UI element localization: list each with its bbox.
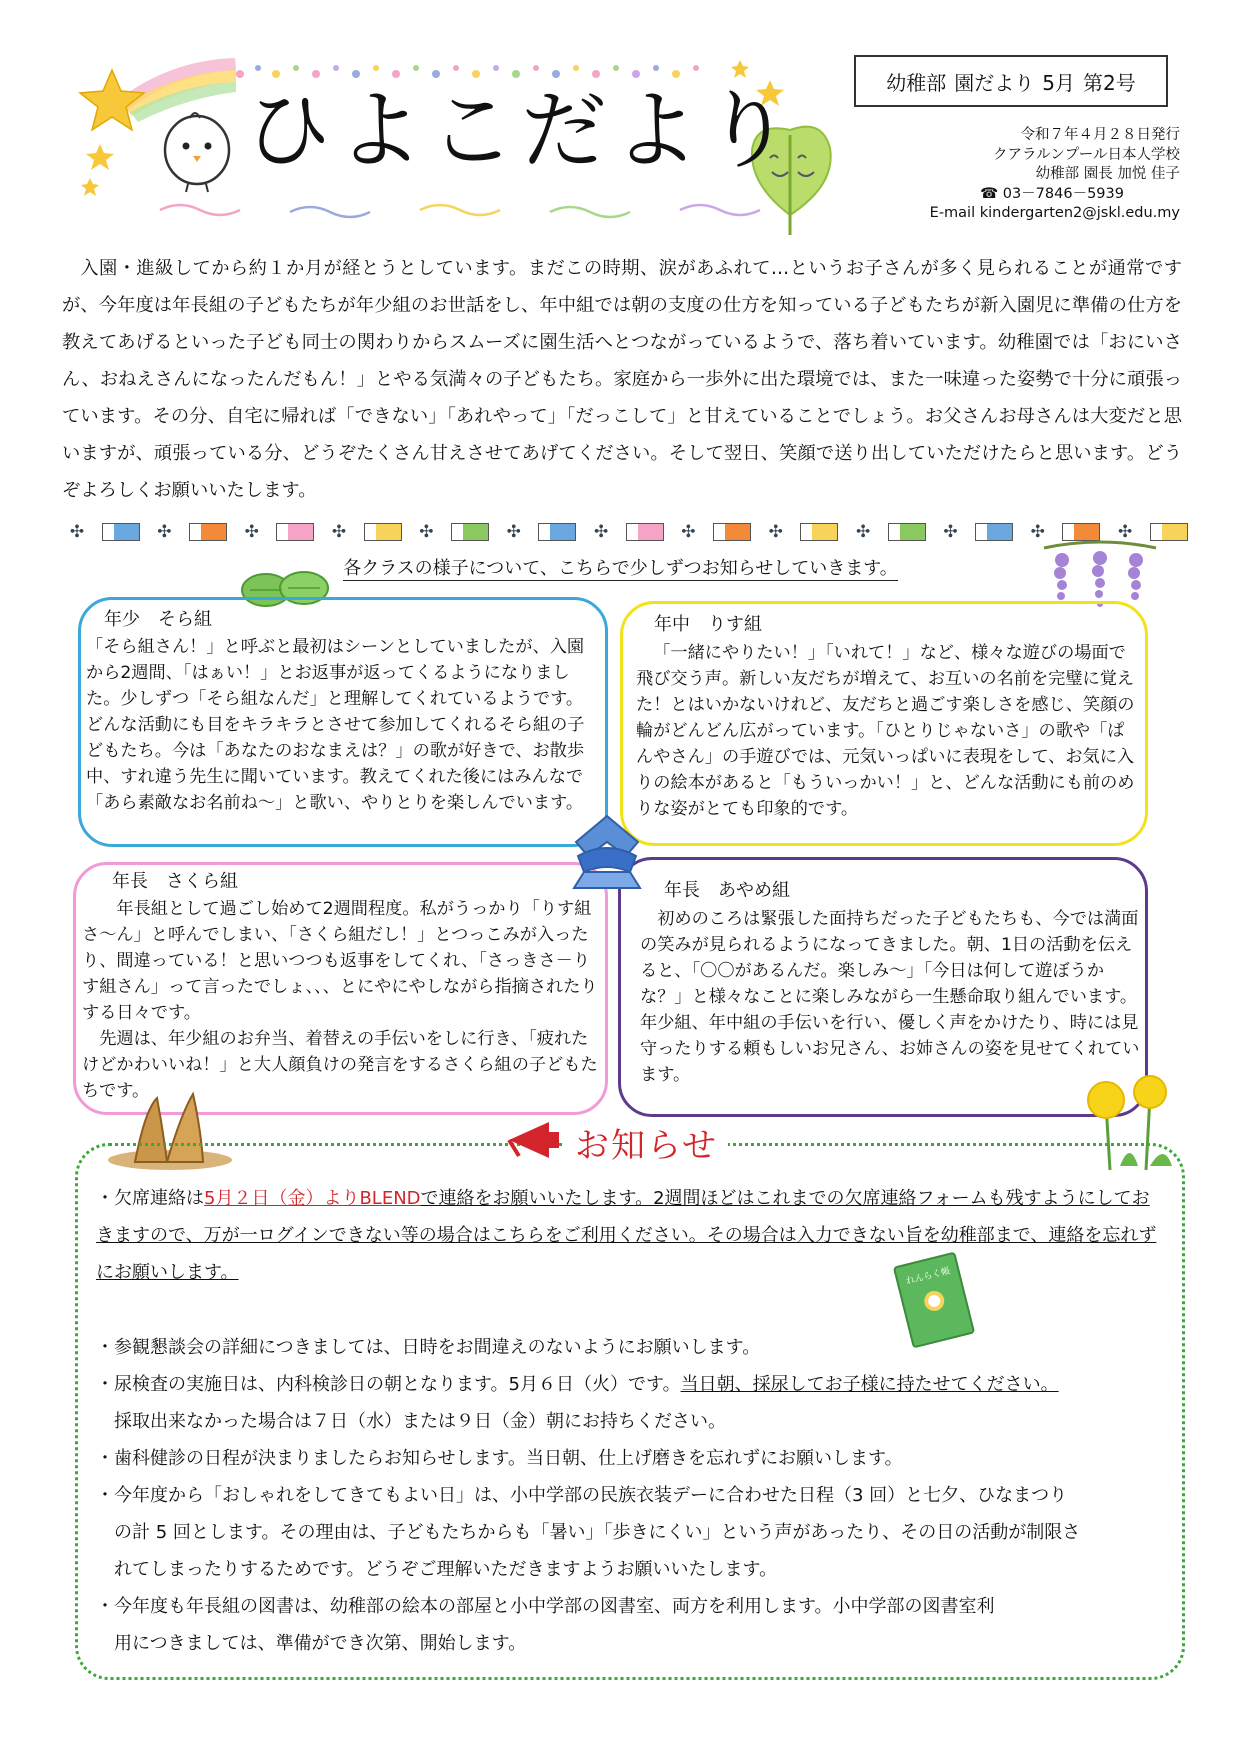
pinwheel-icon: ✣	[244, 522, 259, 542]
class-text-sakura-p1: 年長組として過ごし始めて2週間程度。私がうっかり「りす組さ～ん」と呼んでしまい、「さくら組だし！」とつっこみが入ったり、間違っている！と思いつつも返事をしてくれ、「さっきさ－りす組さん」って言ったでしょ、、、とにやにやしながら指摘されたりする日々です。	[82, 899, 598, 1023]
flag-icon	[626, 523, 664, 541]
pinwheel-icon: ✣	[855, 522, 871, 542]
pinwheel-icon: ✣	[1030, 522, 1045, 542]
flag-icon	[800, 523, 838, 541]
issue-month: 5月	[1042, 70, 1075, 95]
pinwheel-icon: ✣	[331, 522, 347, 542]
pinwheel-icon: ✣	[157, 522, 172, 542]
class-title-ayame: 年長 あやめ組	[660, 876, 794, 902]
phone-icon: ☎	[980, 185, 999, 202]
issue-name: 園だより	[954, 70, 1035, 95]
notice-item-dress-c: れてしまったりするためです。どうぞご理解いただきますようお願いいたします。	[114, 1559, 778, 1580]
flag-icon	[538, 523, 576, 541]
issue-box	[854, 55, 1168, 107]
notice-item-urine	[96, 1366, 1166, 1403]
class-text-risu: 「一緒にやりたい！」「いれて！」など、様々な遊びの場面で飛び交う声。新しい友だちが増えて、お互いの名前を完璧に覚えた！とはいかないけれど、友だちと過ごす楽しさを感じ、笑顔の輪がどんどん広がっています。「ひとりじゃないさ」の歌や「ぱんやさん」の手遊びでは、元気いっぱいに表現をして、お気に入りの絵本があると「もういっかい！」と、どんな活動にも前のめりな姿がとても印象的です。	[636, 643, 1135, 819]
flower-icon	[922, 1289, 946, 1313]
class-title-sora: 年少 そら組	[100, 605, 216, 631]
urine-text-underline: 当日朝、採尿してお子様に持たせてください。	[680, 1374, 1059, 1395]
flag-icon	[975, 523, 1013, 541]
koinobori-divider	[68, 521, 1188, 543]
flag-icon	[1062, 523, 1100, 541]
intro-paragraph: 入園・進級してから約１か月が経とうとしています。まだこの時期、涙があふれて…というお子さんが多く見られることが通常ですが、今年度は年長組の子どもたちが年少組のお世話をし、年中組では朝の支度の仕方を知っている子どもたちが新入園児に準備の仕方を教えてあげるといった子ども同士の関わりからスムーズに園生活へとつながっているようで、落ち着いています。幼稚園では「おにいさん、おねえさんになったんだもん！」とやる気満々の子どもたち。家庭から一歩外に出た環境では、また一味違った姿勢で十分に頑張っています。その分、自宅に帰れば「できない」「あれやって」「だっこして」と甘えていることでしょう。お父さんお母さんは大変だと思いますが、頑張っている分、どうぞたくさん甘えさせてあげてください。そして翌日、笑顔で送り出していただけたらと思います。どうぞよろしくお願いいたします。	[62, 258, 1182, 501]
notice-list	[96, 1329, 1166, 1662]
publisher-info	[880, 126, 1180, 224]
class-text-sora: 「そら組さん！」と呼ぶと最初はシーンとしていましたが、入園から2週間、「はぁい！」とお返事が返ってくるようになりました。少しずつ「そら組なんだ」と理解してくれているようです。どんな活動にも目をキラキラとさせて参加してくれるそら組の子どもたち。今は「あなたのおなまえは？」の歌が好きで、お散歩中、すれ違う先生に聞いています。教えてくれた後にはみんなで「あら素敵なお名前ね～」と歌い、やりとりを楽しんでいます。	[86, 637, 585, 813]
class-title-risu: 年中 りす組	[650, 610, 766, 636]
flag-icon	[364, 523, 402, 541]
phone-number: 03－7846－5939	[1002, 185, 1124, 202]
pinwheel-icon: ✣	[943, 522, 958, 542]
flag-icon	[713, 523, 751, 541]
notice-item-dental: ・歯科健診の日程が決まりましたらお知らせします。当日朝、仕上げ磨きを忘れずにお願いします。	[96, 1448, 903, 1469]
notice-item-visit: ・参観懇談会の詳細につきましては、日時をお間違えのないようにお願いします。	[96, 1337, 761, 1358]
absence-date-highlight: 5月２日（金）よりBLEND	[204, 1188, 421, 1209]
flag-icon	[1150, 523, 1188, 541]
flag-icon	[102, 523, 140, 541]
pinwheel-icon: ✣	[768, 522, 783, 542]
confetti-top-icon	[236, 65, 699, 78]
pinwheel-icon: ✣	[1118, 522, 1133, 542]
flag-icon	[888, 523, 926, 541]
notice-item-urine-b: 採取出来なかった場合は７日（水）または９日（金）朝にお持ちください。	[114, 1411, 726, 1432]
issue-dept: 幼稚部	[886, 70, 947, 95]
class-title-sakura: 年長 さくら組	[108, 867, 242, 893]
notice-item-library-a: ・今年度も年長組の図書は、幼稚部の絵本の部屋と小中学部の図書室、両方を利用します。小中学部の図書室利	[96, 1596, 995, 1617]
chick-icon	[165, 113, 229, 192]
absence-text-b: で連絡をお願いいたします。2週間ほどはこれまでの欠席連絡フォームも残すようにしておきますので、万が一ログインできない等の場合はこちらをご利用ください。その場合は入力できない旨を幼稚部まで、連絡を忘れずにお願いします。	[96, 1188, 1157, 1283]
issue-number: 第2号	[1083, 70, 1136, 95]
flag-icon	[276, 523, 314, 541]
class-text-sakura	[82, 896, 598, 1104]
notice-title: お知らせ	[565, 1118, 728, 1167]
email-address[interactable]: E-mail kindergarten2@jskl.edu.my	[929, 205, 1180, 221]
absence-text-a: ・欠席連絡は	[96, 1188, 204, 1209]
notice-item-dress-b: の計 5 回とします。その理由は、子どもたちからも「暑い」「歩きにくい」という声があったり、その日の活動が制限さ	[114, 1522, 1081, 1543]
contact-book-label: れんらく帳	[905, 1266, 952, 1288]
phone-line	[880, 185, 1180, 205]
megaphone-icon	[505, 1118, 565, 1162]
urine-text-a: ・尿検査の実施日は、内科検診日の朝となります。5月６日（火）です。	[96, 1374, 681, 1395]
notice-item-library-b: 用につきましては、準備ができ次第、開始します。	[114, 1633, 527, 1654]
flag-icon	[451, 523, 489, 541]
issue-date: 令和７年４月２８日発行	[1020, 127, 1180, 143]
rainbow-swirls-icon	[160, 205, 760, 217]
pinwheel-icon: ✣	[681, 522, 696, 542]
principal-name: 幼稚部 園長 加悦 佳子	[1035, 166, 1180, 182]
section-heading-text: 各クラスの様子について、こちらで少しずつお知らせしていきます。	[343, 558, 898, 579]
school-name: クアラルンプール日本人学校	[993, 146, 1180, 163]
class-text-ayame: 初めのころは緊張した面持ちだった子どもたちも、今では満面の笑みが見られるようになってきました。朝、1日の活動を伝えると、「〇〇があるんだ。楽しみ～」「今日は何して遊ぼうかな？」と様々なことに楽しみながら一生懸命取り組んでいます。年少組、年中組の手伝いを行い、優しく声をかけたり、時には見守ったりする頼もしいお兄さん、お姉さんの姿を見せてくれています。	[640, 909, 1140, 1085]
pinwheel-icon: ✣	[69, 522, 85, 542]
notice-item-dress-a: ・今年度から「おしゃれをしてきてもよい日」は、小中学部の民族衣装デーに合わせた日程（3 回）と七夕、ひなまつり	[96, 1485, 1068, 1506]
flag-icon	[189, 523, 227, 541]
pinwheel-icon: ✣	[593, 522, 609, 542]
pinwheel-icon: ✣	[419, 522, 434, 542]
notice-item-absence	[96, 1180, 1166, 1291]
class-text-sakura-p2: 先週は、年少組のお弁当、着替えの手伝いをしに行き、「疲れたけどかわいいね！」と大人顔負けの発言をするさくら組の子どもたちです。	[82, 1029, 598, 1101]
pinwheel-icon: ✣	[506, 522, 521, 542]
kabuto-icon	[568, 812, 646, 894]
newsletter-title: ひよこだより	[245, 81, 797, 181]
